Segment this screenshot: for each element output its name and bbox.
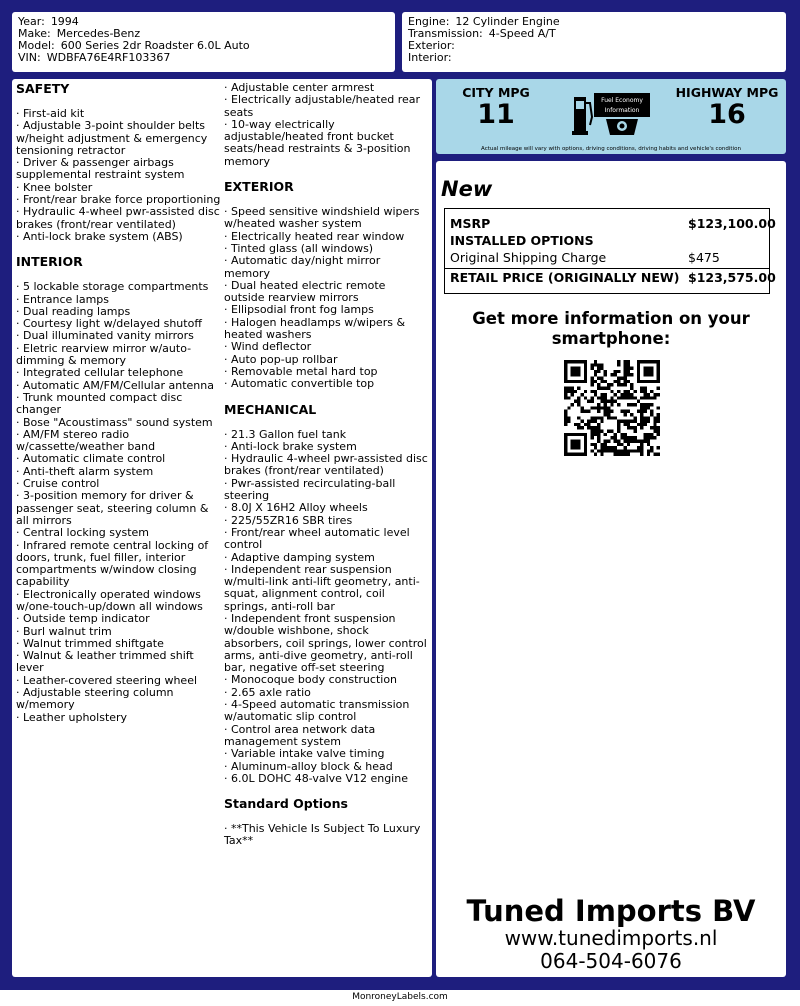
city-mpg: [441, 86, 551, 130]
pricing-box: [436, 161, 786, 977]
msrp-value: $123,100.00: [688, 216, 776, 231]
feature-item: · 3-position memory for driver & passenger seat, steering column & all mirrors: [16, 489, 209, 527]
exterior-label: Exterior:: [408, 39, 455, 52]
option-label: Original Shipping Charge: [450, 250, 607, 265]
feature-item: · Pwr-assisted recirculating-ball steering: [224, 476, 396, 503]
feature-item: · Auto pop-up rollbar: [224, 352, 338, 366]
feature-item: · Integrated cellular telephone: [16, 366, 184, 380]
feature-item: · Knee bolster: [16, 180, 93, 194]
feature-item: · Trunk mounted compact disc changer: [16, 390, 183, 417]
feature-item: · Hydraulic 4-wheel pwr-assisted disc brakes (front/rear ventilated): [224, 452, 428, 478]
transmission-value: 4-Speed A/T: [488, 27, 556, 40]
feature-item: · 225/55ZR16 SBR tires: [224, 513, 353, 527]
feature-item: · Cruise control: [16, 477, 100, 491]
feature-item: · Infrared remote central locking of doors, trunk, fuel filler, interior compartments w/window closing capability: [16, 538, 209, 589]
feature-item: · Anti-theft alarm system: [16, 464, 154, 478]
retail-price-row: [445, 268, 776, 286]
feature-item: · Front/rear brake force proportioning: [16, 193, 221, 207]
section-heading: Standard Options: [224, 796, 348, 812]
transmission-label: Transmission:: [408, 27, 483, 40]
feature-item: · Front/rear wheel automatic level control: [224, 525, 410, 552]
feature-list: [16, 108, 221, 243]
fuel-pump-icon: [568, 87, 658, 143]
feature-item: · Hydraulic 4-wheel pwr-assisted disc brakes (front/rear ventilated): [16, 205, 220, 231]
vin-value: WDBFA76E4RF103367: [46, 51, 171, 64]
feature-item: · Adaptive damping system: [224, 550, 375, 564]
dealer-phone: 064-504-6076: [540, 949, 682, 973]
feature-item: · Dual illuminated vanity mirrors: [16, 329, 194, 343]
msrp-label: MSRP: [450, 216, 491, 231]
msrp-row: [450, 216, 776, 232]
feature-item: · Speed sensitive windshield wipers w/heated washer system: [224, 205, 420, 231]
highway-mpg-label: HIGHWAY MPG: [675, 85, 779, 100]
feature-item: · Adjustable center armrest: [224, 81, 375, 94]
condition-label: New: [441, 177, 493, 201]
feature-item: · Electrically adjustable/heated rear seats: [224, 93, 421, 119]
feature-item: · Walnut trimmed shiftgate: [16, 636, 164, 650]
feature-item: · Dual heated electric remote outside rearview mirrors: [224, 278, 386, 305]
interior-row: [408, 52, 780, 64]
feature-item: · Anti-lock brake system: [224, 439, 357, 453]
feature-item: · 21.3 Gallon fuel tank: [224, 427, 347, 441]
feature-item: · 10-way electrically adjustable/heated front bucket seats/head restraints & 3-position memory: [224, 117, 411, 168]
feature-item: · Adjustable steering column w/memory: [16, 686, 174, 712]
fuel-badge-line2: Information: [604, 107, 640, 114]
feature-item: · Anti-lock brake system (ABS): [16, 229, 183, 243]
engine-value: 12 Cylinder Engine: [455, 15, 560, 28]
fuel-badge-line1: Fuel Economy: [601, 97, 643, 104]
smartphone-prompt: Get more information on your smartphone:: [472, 309, 750, 348]
feature-item: · Monocoque body construction: [224, 673, 398, 687]
city-mpg-label: CITY MPG: [462, 85, 530, 100]
option-value: $475: [688, 250, 720, 265]
features-right-column: [224, 82, 429, 860]
feature-item: · Independent rear suspension w/multi-link anti-lift geometry, anti-squat, alignment control, coil springs, anti-roll bar: [224, 562, 420, 613]
highway-mpg-value: 16: [708, 99, 746, 130]
feature-item: · First-aid kit: [16, 107, 85, 120]
feature-item: · Automatic convertible top: [224, 377, 375, 391]
footer-credit: MonroneyLabels.com: [352, 992, 448, 1002]
feature-item: · Halogen headlamps w/wipers & heated washers: [224, 315, 406, 342]
feature-item: · Aluminum-alloy block & head: [224, 759, 393, 773]
feature-item: · Driver & passenger airbags supplemental restraint system: [16, 156, 185, 182]
exterior-row: [408, 40, 780, 52]
feature-item: · Variable intake valve timing: [224, 747, 385, 761]
feature-item: · 6.0L DOHC 48-valve V12 engine: [224, 771, 408, 785]
city-mpg-value: 11: [477, 99, 515, 130]
price-table: [444, 208, 776, 294]
highway-mpg: [672, 86, 782, 130]
feature-item: · Control area network data management system: [224, 722, 376, 748]
feature-item: · Independent front suspension w/double wishbone, shock absorbers, coil springs, lower control arms, anti-dive geometry, anti-roll bar, negative off-set steering: [224, 611, 427, 675]
section-heading: INTERIOR: [16, 254, 83, 270]
interior-label: Interior:: [408, 51, 452, 64]
option-row: [450, 250, 764, 266]
features-box: [12, 79, 432, 977]
feature-item: · 5 lockable storage compartments: [16, 280, 209, 294]
dealer-name: Tuned Imports BV: [466, 894, 756, 928]
section-heading: MECHANICAL: [224, 401, 317, 417]
year-label: Year:: [18, 15, 45, 28]
feature-item: · Electronically operated windows w/one-touch-up/down all windows: [16, 587, 203, 613]
feature-item: · Courtesy light w/delayed shutoff: [16, 317, 202, 331]
feature-list: [224, 823, 429, 848]
fuel-economy-box: [436, 79, 786, 154]
feature-item: · 2.65 axle ratio: [224, 685, 311, 699]
feature-item: · Automatic AM/FM/Cellular antenna: [16, 378, 214, 392]
feature-item: · Removable metal hard top: [224, 364, 378, 378]
feature-item: · Eletric rearview mirror w/auto-dimming & memory: [16, 341, 192, 368]
qr-code[interactable]: [564, 360, 660, 456]
features-left-column: [16, 82, 221, 736]
feature-item: · 8.0J X 16H2 Alloy wheels: [224, 501, 368, 515]
feature-item: · Adjustable 3-point shoulder belts w/height adjustment & emergency tensioning retractor: [16, 119, 208, 157]
retail-price-value: $123,575.00: [688, 270, 776, 285]
feature-item: · Automatic day/night mirror memory: [224, 254, 381, 280]
feature-item: · **This Vehicle Is Subject To Luxury Tax**: [224, 822, 421, 848]
feature-item: · 4-Speed automatic transmission w/automatic slip control: [224, 698, 410, 724]
engine-info-box: [402, 12, 786, 72]
feature-item: · Leather-covered steering wheel: [16, 673, 198, 687]
transmission-row: [408, 28, 780, 40]
interior-continued-list: [224, 82, 429, 168]
retail-price-label: RETAIL PRICE (ORIGINALLY NEW): [450, 270, 680, 285]
model-label: Model:: [18, 39, 55, 52]
feature-list: [16, 281, 221, 724]
section-heading: EXTERIOR: [224, 179, 294, 195]
year-value: 1994: [50, 15, 79, 28]
make-label: Make:: [18, 27, 51, 40]
feature-item: · Ellipsodial front fog lamps: [224, 303, 374, 317]
feature-item: · Walnut & leather trimmed shift lever: [16, 649, 194, 675]
feature-item: · Central locking system: [16, 526, 150, 540]
make-value: Mercedes-Benz: [56, 27, 141, 40]
model-value: 600 Series 2dr Roadster 6.0L Auto: [60, 39, 250, 52]
mileage-disclaimer: Actual mileage will vary with options, driving conditions, driving habits and vehicle's condition: [481, 146, 741, 152]
vehicle-info-box: [12, 12, 395, 72]
feature-item: · Leather upholstery: [16, 710, 128, 724]
vin-row: [18, 52, 389, 64]
feature-item: · Dual reading lamps: [16, 304, 131, 318]
feature-list: [224, 429, 429, 786]
feature-item: · Wind deflector: [224, 340, 312, 354]
feature-list: [224, 206, 429, 390]
feature-item: · AM/FM stereo radio w/cassette/weather band: [16, 427, 156, 454]
engine-label: Engine:: [408, 15, 450, 28]
vin-label: VIN:: [18, 51, 41, 64]
section-heading: SAFETY: [16, 81, 70, 96]
installed-options-label: INSTALLED OPTIONS: [450, 233, 594, 248]
dealer-website: www.tunedimports.nl: [504, 926, 718, 950]
feature-item: · Electrically heated rear window: [224, 229, 405, 243]
feature-item: · Automatic climate control: [16, 452, 166, 466]
feature-item: · Bose "Acoustimass" sound system: [16, 415, 213, 429]
feature-item: · Entrance lamps: [16, 292, 110, 306]
installed-options-row: [450, 233, 764, 249]
feature-item: · Outside temp indicator: [16, 612, 150, 626]
feature-item: · Burl walnut trim: [16, 624, 112, 638]
feature-item: · Tinted glass (all windows): [224, 241, 374, 255]
